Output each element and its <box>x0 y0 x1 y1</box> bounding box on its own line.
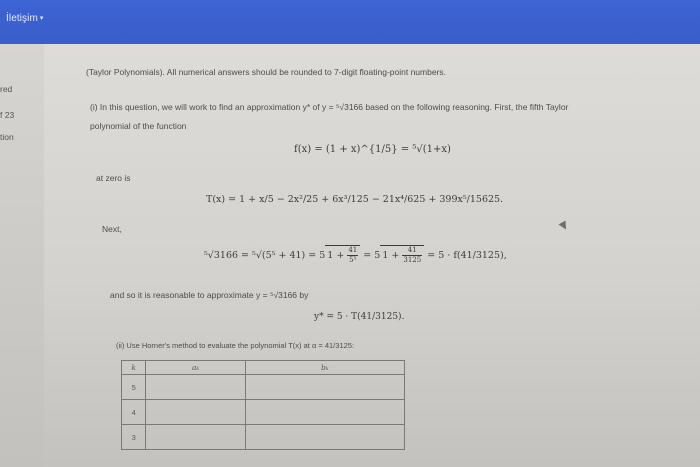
left-sidebar <box>0 44 44 467</box>
sidebar-item-2[interactable]: tion <box>0 132 14 142</box>
sidebar-item-1[interactable]: f 23 <box>0 110 15 120</box>
table-row <box>122 375 405 400</box>
derivation-mid: = 5 <box>363 250 381 261</box>
k-cell: 4 <box>122 400 146 425</box>
sidebar-item-0[interactable]: red <box>0 84 13 94</box>
bk-input-cell[interactable] <box>245 400 404 425</box>
approximation-formula: y* = 5 · T(41/3125). <box>314 312 405 322</box>
fraction-1-numerator: 41 <box>348 246 358 254</box>
header-ak: aₖ <box>146 361 245 375</box>
problem-intro: (Taylor Polynomials). All numerical answers should be rounded to 7-digit floating-point numbers. <box>86 67 447 77</box>
k-cell: 5 <box>122 375 146 400</box>
ak-input-cell[interactable] <box>146 375 245 400</box>
derivation-equation <box>204 245 507 266</box>
k-cell: 3 <box>122 425 146 450</box>
radical-1: 1 + $\frac{41}{\text{5⁵}}$ <box>325 245 360 266</box>
fraction-1 <box>347 246 358 265</box>
derivation-left: ⁵√3166 = ⁵√(5⁵ + 41) = 5 <box>204 250 326 261</box>
table-row <box>122 425 405 450</box>
part-i-text-line1: (i) In this question, we will work to find an approximation y* of y = ⁵√3166 based on the following reasoning. First, the fifth Taylor <box>90 102 569 112</box>
chevron-down-icon: ▾ <box>39 15 44 22</box>
part-ii-text: (ii) Use Horner's method to evaluate the polynomial T(x) at α = 41/3125: <box>116 341 355 350</box>
reasonable-text: and so it is reasonable to approximate y = ⁵√3166 by <box>110 290 309 300</box>
mouse-cursor-icon <box>559 221 570 232</box>
radical-2: 1 + $\frac{41}{3125}$ <box>380 245 424 266</box>
ak-input-cell[interactable] <box>146 425 245 450</box>
next-text: Next, <box>102 224 122 234</box>
fraction-1-denominator: 5⁵ <box>349 256 357 264</box>
question-content <box>44 44 700 467</box>
fraction-2-numerator: 41 <box>402 246 422 256</box>
contact-menu[interactable] <box>6 13 44 24</box>
bk-input-cell[interactable] <box>245 375 404 400</box>
table-header-row <box>122 361 405 375</box>
ak-input-cell[interactable] <box>146 400 245 425</box>
part-i-text-line2: polynomial of the function <box>90 121 187 131</box>
table-row <box>122 400 405 425</box>
function-definition: f(x) = (1 + x)^{1/5} = ⁵√(1+x) <box>294 144 451 155</box>
taylor-polynomial: T(x) = 1 + x/5 − 2x²/25 + 6x³/125 − 21x⁴/625 + 399x⁵/15625. <box>206 194 504 205</box>
header-bk: bₖ <box>245 361 404 375</box>
horner-table <box>121 360 405 450</box>
contact-menu-label: İletişim <box>6 13 38 24</box>
derivation-right: = 5 · f(41/3125), <box>427 250 507 261</box>
header-k: k <box>122 361 146 375</box>
fraction-2-denominator: 3125 <box>403 256 422 264</box>
fraction-2 <box>402 246 422 265</box>
top-navigation-bar <box>0 0 700 44</box>
at-zero-text: at zero is <box>96 173 131 183</box>
bk-input-cell[interactable] <box>245 425 404 450</box>
